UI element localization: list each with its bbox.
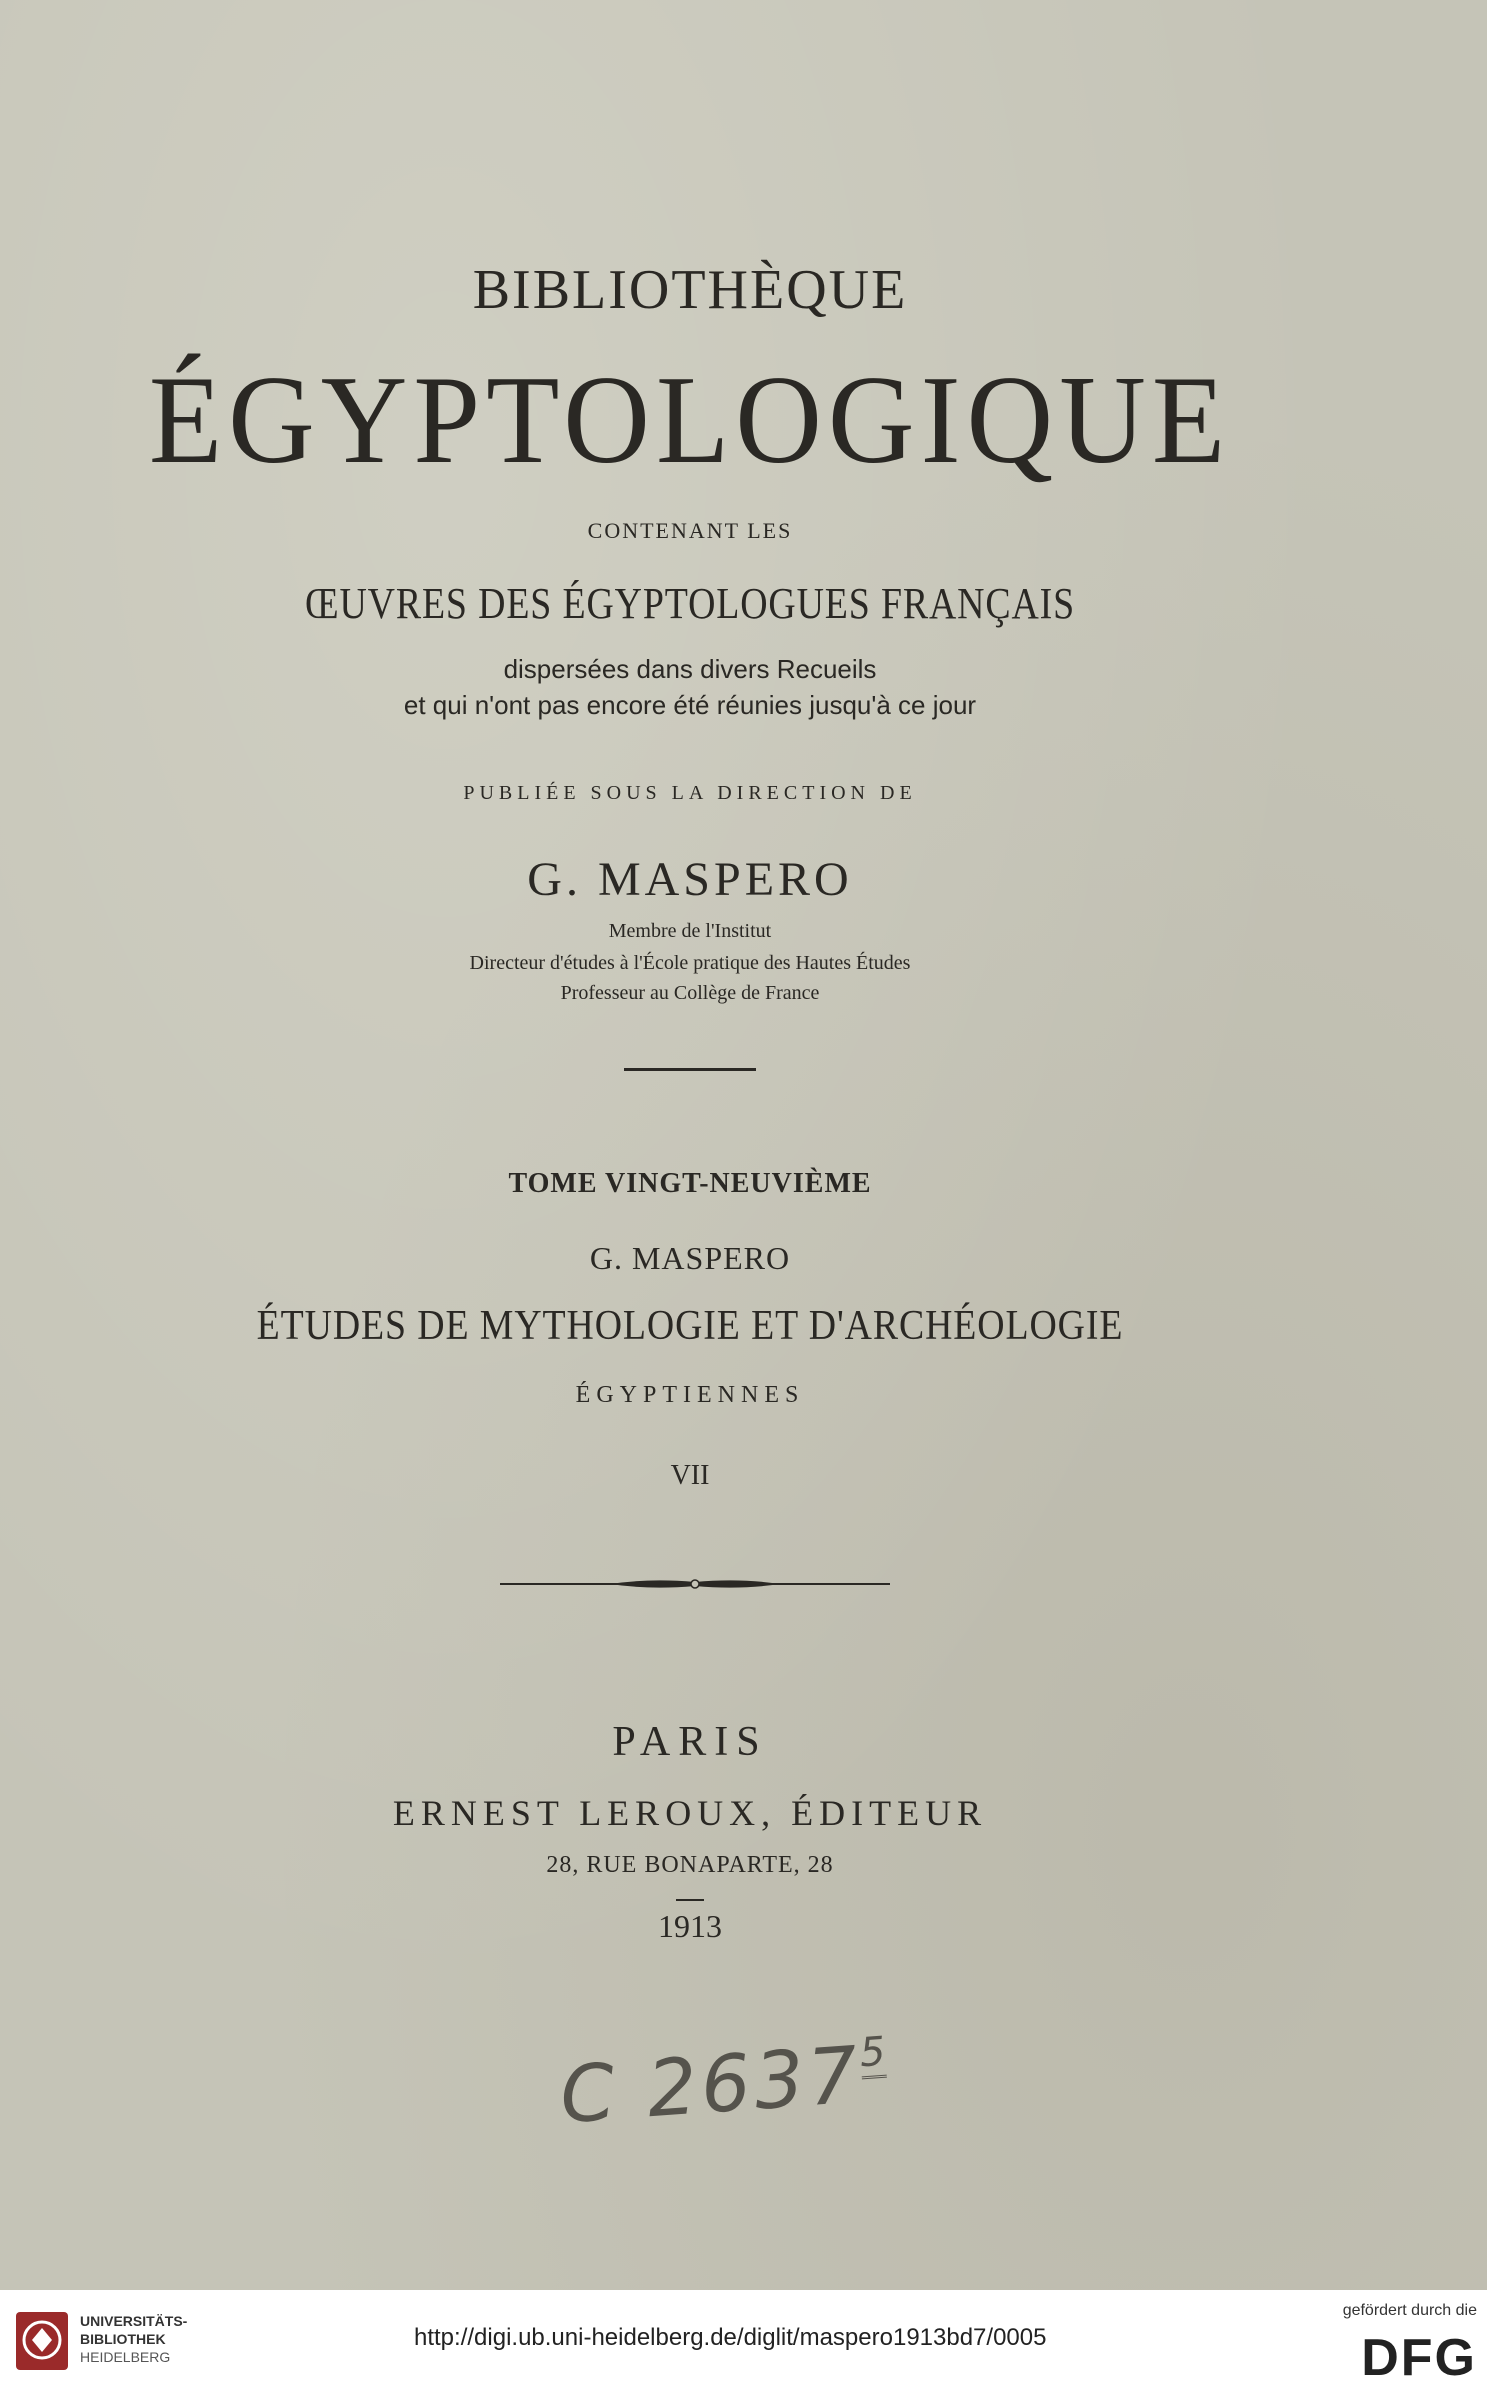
series-title-line2: ÉGYPTOLOGIQUE [148,349,1232,490]
permalink-url[interactable]: http://digi.ub.uni-heidelberg.de/diglit/maspero1913bd7/0005 [414,2324,1047,2351]
editor-role-3: Professeur au Collège de France [560,982,820,1004]
work-title-1: ÉTUDES DE MYTHOLOGIE ET D'ARCHÉOLOGIE [256,1303,1124,1349]
dispersed-text-1: dispersées dans divers Recueils [503,654,877,684]
editor-role-2: Directeur d'études à l'École pratique des Hautes Études [469,952,911,974]
tome-number: TOME VINGT-NEUVIÈME [508,1168,872,1199]
series-title-line1: BIBLIOTHÈQUE [472,259,908,321]
footer-bar [0,2290,1487,2397]
author-name: G. MASPERO [589,1240,791,1276]
editor-name: G. MASPERO [527,853,853,906]
library-line3: HEIDELBERG [80,2349,171,2365]
university-seal-icon [14,2310,70,2372]
funded-by-label: gefördert durch die [1342,2302,1477,2319]
publisher-address: 28, RUE BONAPARTE, 28 [546,1852,834,1878]
publisher: ERNEST LEROUX, ÉDITEUR [392,1793,988,1833]
works-heading: ŒUVRES DES ÉGYPTOLOGUES FRANÇAIS [304,579,1076,628]
library-line1: UNIVERSITÄTS- [80,2313,188,2329]
divider-rule [624,1068,756,1071]
published-under: PUBLIÉE SOUS LA DIRECTION DE [463,782,917,804]
dfg-logo: DFG [1361,2329,1477,2387]
shelfmark-superscript: 5 [858,2029,887,2080]
decorative-rule-ornament [500,1572,890,1596]
library-name [80,2312,187,2366]
work-title-2: ÉGYPTIENNES [575,1382,805,1408]
year-rule [676,1899,704,1901]
library-line2: BIBLIOTHEK [80,2331,166,2347]
dispersed-text-2: et qui n'ont pas encore été réunies jusqu'à ce jour [403,690,977,720]
year: 1913 [658,1908,722,1944]
volume-number: VII [670,1460,710,1491]
containing-text: CONTENANT LES [587,518,793,543]
shelfmark-text: C 2637 [557,2030,865,2142]
city: PARIS [612,1719,768,1765]
editor-role-1: Membre de l'Institut [608,920,772,942]
shelfmark-handwriting [557,2029,890,2142]
